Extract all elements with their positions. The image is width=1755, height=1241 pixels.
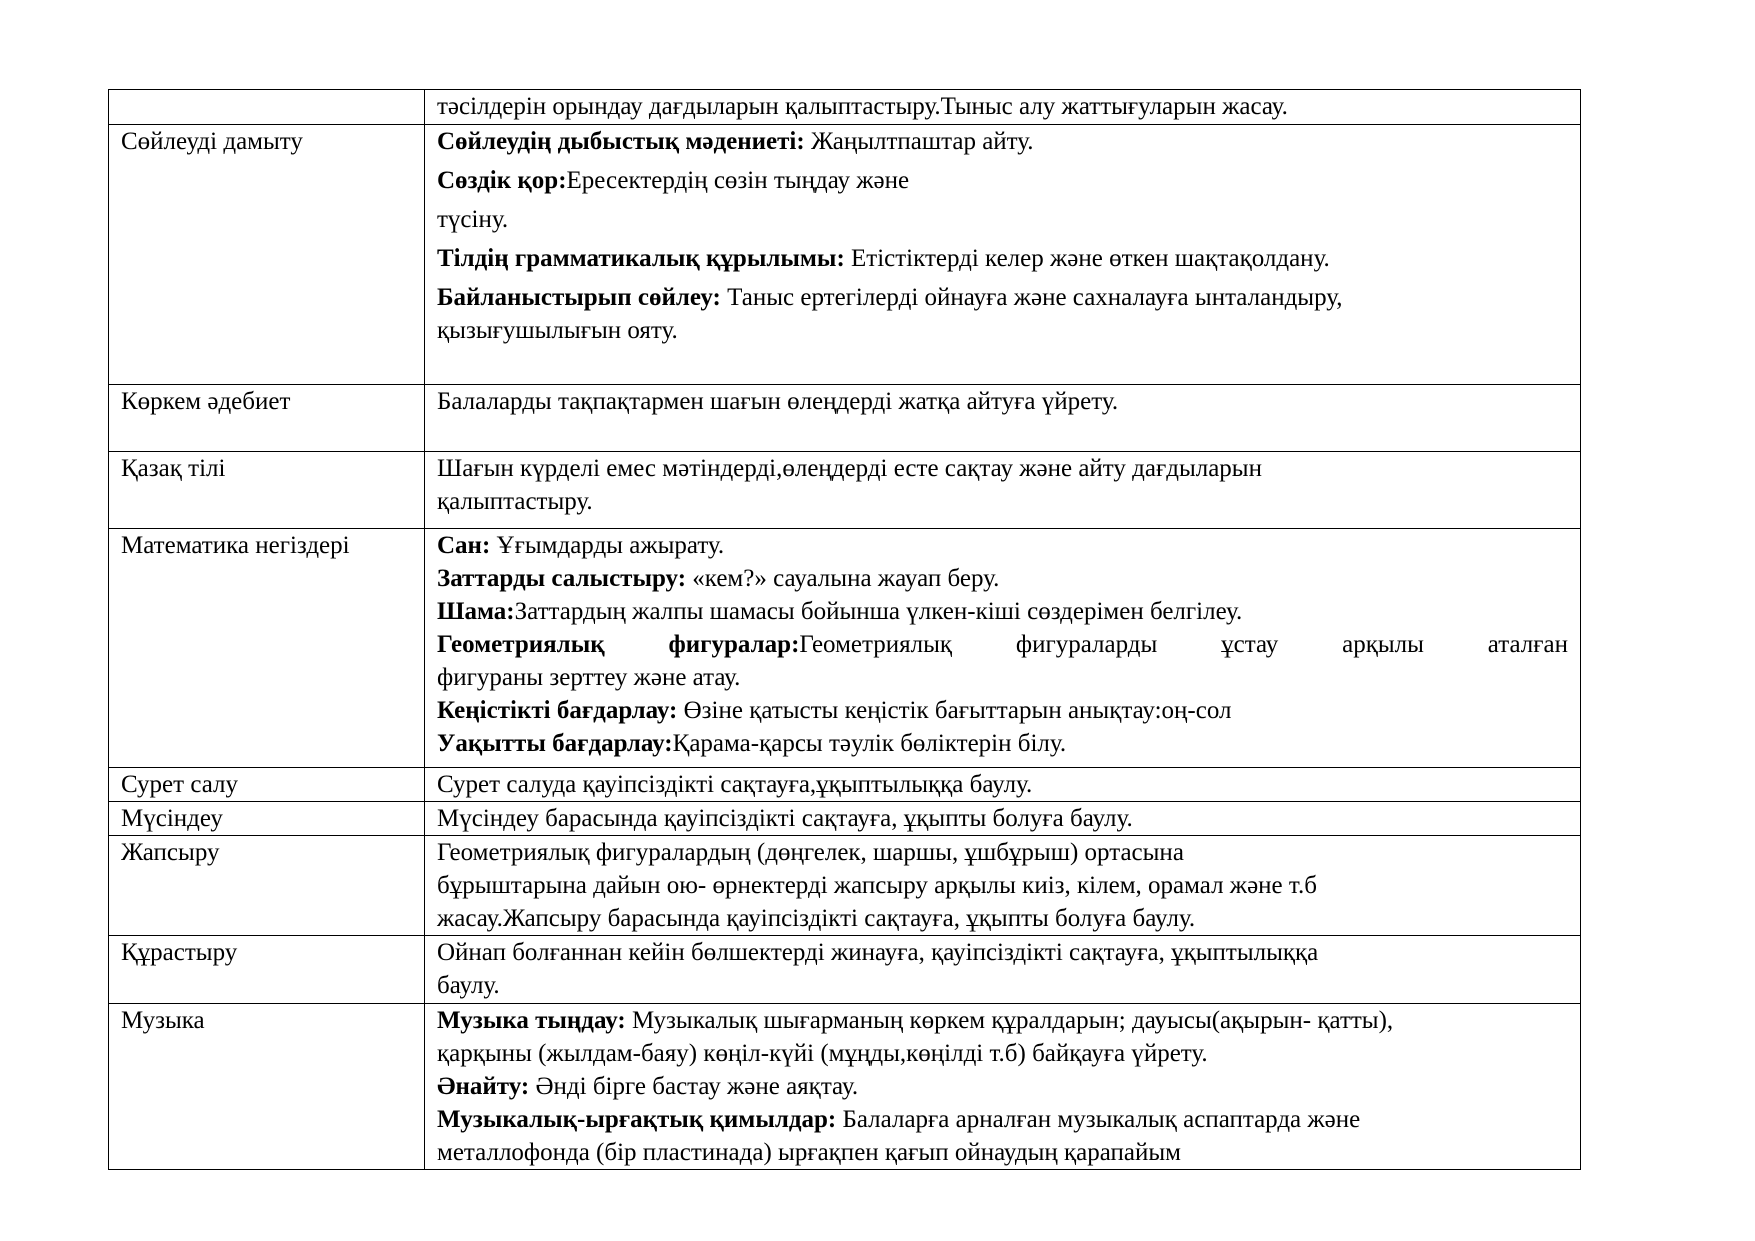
content-cell (425, 125, 1581, 385)
content-cell (425, 836, 1581, 936)
table-row (109, 802, 1581, 836)
content-line: Музыка тыңдау: Музыкалық шығарманың көркем құралдарын; дауысы(ақырын- қатты), (437, 1007, 1394, 1034)
content-cell (425, 90, 1581, 125)
subject-cell (109, 90, 425, 125)
table-row (109, 125, 1581, 385)
content-line: Сурет салуда қауіпсіздікті сақтауға,ұқыптылыққа баулу. (437, 771, 1033, 798)
content-line: қарқыны (жылдам-баяу) көңіл-күйі (мұңды,көңілді т.б) байқауға үйрету. (437, 1040, 1208, 1067)
content-line: түсіну. (437, 206, 509, 233)
subject-cell: Мүсіндеу (109, 802, 425, 836)
content-line: фигураны зерттеу және атау. (437, 664, 741, 691)
table-row (109, 768, 1581, 802)
curriculum-table (108, 89, 1581, 1170)
table-row (109, 936, 1581, 1004)
content-line: металлофонда (бір пластинада) ырғақпен қағып ойнаудың қарапайым (437, 1139, 1181, 1166)
content-line: Мүсіндеу барасында қауіпсіздікті сақтауға, ұқыпты болуға баулу. (437, 805, 1133, 832)
content-line: жасау.Жапсыру барасында қауіпсіздікті сақтауға, ұқыпты болуға баулу. (437, 905, 1196, 932)
subject-cell: Жапсыру (109, 836, 425, 936)
content-line: Балаларды тақпақтармен шағын өлеңдерді жатқа айтуға үйрету. (437, 388, 1119, 415)
subject-cell: Қазақ тілі (109, 452, 425, 529)
content-cell (425, 385, 1581, 452)
table-row (109, 385, 1581, 452)
table-row (109, 529, 1581, 768)
content-line: Тілдің грамматикалық құрылымы: Етістіктерді келер және өткен шақтақолдану. (437, 245, 1330, 272)
content-line: қалыптастыру. (437, 488, 593, 515)
subject-cell: Музыка (109, 1004, 425, 1170)
content-line: Шағын күрделі емес мәтіндерді,өлеңдерді есте сақтау және айту дағдыларын (437, 455, 1262, 482)
content-line: Сөйлеудің дыбыстық мәдениеті: Жаңылтпаштар айту. (437, 128, 1034, 155)
subject-cell: Құрастыру (109, 936, 425, 1004)
table-row (109, 90, 1581, 125)
content-cell (425, 452, 1581, 529)
content-line: Заттарды салыстыру: «кем?» сауалына жауап беру. (437, 565, 1000, 592)
content-line: Байланыстырып сөйлеу: Таныс ертегілерді ойнауға және сахналауға ынталандыру, (437, 284, 1343, 311)
content-line: қызығушылығын ояту. (437, 317, 678, 344)
content-line: Ойнап болғаннан кейін бөлшектерді жинауға, қауіпсіздікті сақтауға, ұқыптылыққа (437, 939, 1319, 966)
content-line: тәсілдерін орындау дағдыларын қалыптастыру.Тыныс алу жаттығуларын жасау. (437, 93, 1288, 120)
content-cell (425, 1004, 1581, 1170)
content-line: Шама:Заттардың жалпы шамасы бойынша үлкен-кіші сөздерімен белгілеу. (437, 598, 1243, 625)
subject-cell: Сурет салу (109, 768, 425, 802)
content-cell (425, 802, 1581, 836)
table-row (109, 1004, 1581, 1170)
content-line: Геометриялық фигуралар:Геометриялық фигураларды ұстау арқылы аталған (437, 631, 1568, 658)
content-line: Сөздік қор:Ересектердің сөзін тыңдау және (437, 167, 910, 194)
content-line: Музыкалық-ырғақтық қимылдар: Балаларға арналған музыкалық аспаптарда және (437, 1106, 1361, 1133)
content-cell (425, 529, 1581, 768)
content-line: Сан: Ұғымдарды ажырату. (437, 532, 725, 559)
subject-cell: Көркем әдебиет (109, 385, 425, 452)
table-row (109, 836, 1581, 936)
subject-cell: Математика негіздері (109, 529, 425, 768)
content-cell (425, 768, 1581, 802)
content-line: Әнайту: Әнді бірге бастау және аяқтау. (437, 1073, 859, 1100)
content-line: Кеңістікті бағдарлау: Өзіне қатысты кеңістік бағыттарын анықтау:оң-сол (437, 697, 1232, 724)
table-row (109, 452, 1581, 529)
content-cell (425, 936, 1581, 1004)
content-line: Уақытты бағдарлау:Қарама-қарсы тәулік бөліктерін білу. (437, 730, 1067, 757)
content-line: бұрыштарына дайын ою- өрнектерді жапсыру арқылы киіз, кілем, орамал және т.б (437, 872, 1317, 899)
subject-cell: Сөйлеуді дамыту (109, 125, 425, 385)
content-line: баулу. (437, 972, 500, 999)
content-line: Геометриялық фигуралардың (дөңгелек, шаршы, ұшбұрыш) ортасына (437, 839, 1184, 866)
